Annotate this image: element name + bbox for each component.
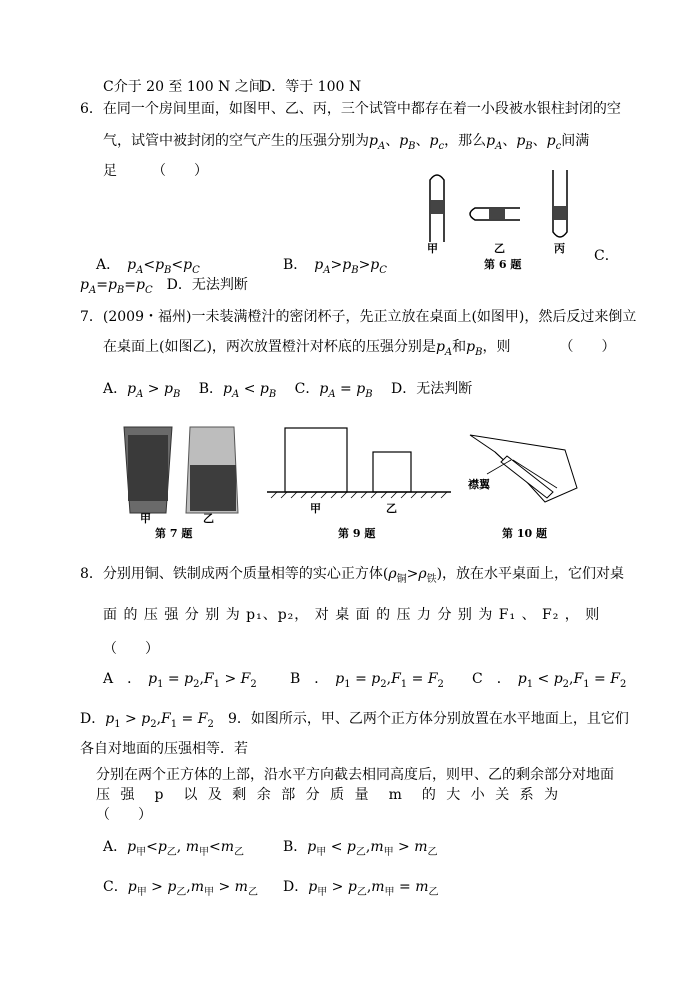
q5-option-d: D．等于 100 N (260, 79, 362, 95)
q9-option-d: D．$p_甲 > p_乙,m_甲 = m_乙$ (283, 879, 439, 898)
q9-line-4: 压 强 p 以 及 剩 余 部 分 质 量 m 的 大 小 关 系 为 (96, 787, 562, 803)
fig9-caption: 第 9 题 (338, 527, 376, 540)
figure-10 (465, 430, 585, 510)
q9-line-3: 分别在两个正方体的上部，沿水平方向截去相同高度后，则甲、乙的剩余部分对地面 (96, 767, 614, 783)
fig7-label-jia: 甲 (140, 512, 151, 525)
q6-option-a: A． $p_A<p_B<p_C$ (96, 257, 200, 276)
fig6-label-yi: 乙 (494, 242, 505, 255)
q9-line-5: （ ） (96, 807, 152, 823)
q5-option-c: C介于 20 至 100 N 之间 (103, 79, 263, 95)
fig10-caption: 第 10 题 (502, 527, 547, 540)
q6-line-2: 气，试管中被封闭的空气产生的压强分别为$p_A$、$p_B$、$p_c$，那么$p_A$、$p_B$、$p_c$间满 (103, 133, 590, 152)
q9-option-b: B．$p_甲 < p_乙,m_甲 > m_乙$ (283, 839, 438, 858)
q8-option-a: A ． $p_1 = p_2,F_1 > F_2$ (103, 671, 257, 690)
q7-options: A．$p_A > p_B$ B．$p_A < p_B$ C．$p_A = p_B$ D．无法判断 (103, 381, 473, 400)
fig6-caption: 第 6 题 (484, 258, 522, 271)
q6-line-1: 6．在同一个房间里面，如图甲、乙、丙，三个试管中都存在着一小段被水银柱封闭的空 (80, 101, 621, 117)
fig7-label-yi: 乙 (203, 512, 214, 525)
q6-option-c: $p_A=p_B=p_C$ D．无法判断 (80, 277, 248, 296)
q9-option-a: A．$p_甲<p_乙$, $m_甲<m_乙$ (103, 839, 244, 858)
fig9-label-jia: 甲 (310, 502, 321, 515)
figure-9 (265, 425, 455, 505)
q6-line-3: 足 （ ） (103, 163, 208, 179)
q8-line-2: 面 的 压 强 分 别 为 p₁、p₂， 对 桌 面 的 压 力 分 别 为 F₁ 、 F₂ ， 则 (103, 607, 601, 623)
q9-line-2: 各自对地面的压强相等．若 (80, 741, 248, 757)
q8-option-d: D．$p_1 > p_2,F_1 = F_2$ (80, 711, 214, 730)
figure-7 (120, 425, 240, 517)
fig7-caption: 第 7 题 (155, 527, 193, 540)
q6-option-b: B． $p_A>p_B>p_C$ (283, 257, 387, 276)
q8-option-b: B ． $p_1 = p_2,F_1 = F_2$ (290, 671, 444, 690)
fig6-label-jia: 甲 (427, 242, 438, 255)
q6-option-c-label: C． (594, 248, 619, 264)
fig6-label-bing: 丙 (554, 242, 565, 255)
q9-line-1: 9．如图所示，甲、乙两个正方体分别放置在水平地面上，且它们 (228, 711, 629, 727)
q8-line-3: （ ） (103, 641, 159, 657)
q8-line-1: 8．分别用铜、铁制成两个质量相等的实心正方体$(\rho_铜>\rho_铁)$，放在水平桌面上，它们对桌 (80, 566, 625, 585)
q9-option-c: C．$p_甲 > p_乙,m_甲 > m_乙$ (103, 879, 258, 898)
fig10-label-flap: 襟翼 (468, 478, 490, 491)
q8-option-c: C ． $p_1 < p_2,F_1 = F_2$ (472, 671, 627, 690)
q7-line-2: 在桌面上(如图乙)，两次放置橙汁对杯底的压强分别是$p_A$和$p_B$，则 （ ） (103, 339, 616, 358)
fig9-label-yi: 乙 (386, 502, 397, 515)
q7-line-1: 7．(2009・福州)一未装满橙汁的密闭杯子，先正立放在桌面上(如图甲)，然后反过来倒立 (80, 309, 637, 325)
